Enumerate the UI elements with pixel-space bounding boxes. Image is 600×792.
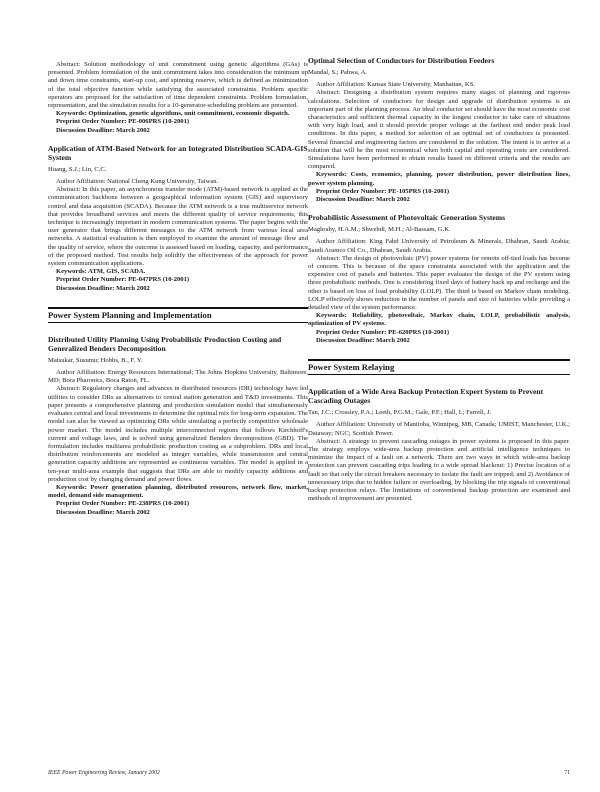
article-authors: Mandal, S.; Pahwa, A. — [308, 69, 368, 76]
author-affiliation: Author Affiliation: National Cheng Kung University, Taiwan. — [56, 178, 219, 186]
abstract-distributed-utility: Abstract: Regulatory changes and advances in distributed resources (DR) technology have led utilities to consider DRs as alternatives to central station generation and T&D investments. This paper presents a comprehensive planning and production simulation model that simultaneously evaluates central and local investments to determine the optimal mix for long-term expansion. The model can also be viewed as optimizing DRs while simulating a perfectly competitive wholesale power market. The model includes multiple interconnected regions that follows Kirchhoff's current and voltage laws, and is solved using generalized Benders decomposition (GBD). The formulation includes multiarea probabilistic production costing as a subproblem. DRs and local distribution reinforcements are modeled as integer variables, while transmission and central generation capacity additions are represented as continuous variables. The model is applied in a ten-year multi-area example that suggests that DRs are able to modify capacity additions and production cost by changing demand and power flows. — [48, 385, 308, 483]
discussion-deadline: Discussion Deadline: March 2002 — [316, 336, 410, 344]
left-column — [48, 0, 308, 517]
discussion-deadline: Discussion Deadline: March 2002 — [56, 508, 150, 516]
preprint-order-number: Preprint Order Number: PE-006PRS (10-2001) — [56, 118, 190, 126]
abstract-conductor-selection: Abstract: Designing a distribution system requires many stages of planning and rigorous calculations. Selection of conductors for design and upgrade of distribution systems is an important part of the planning process. An ideal conductor set should have the most economic cost characteristics and sufficient thermal capacity in the longest conductor to take care of situations with very high load, and it should provide proper voltage at the farthest end under peak load conditions. In this paper, a method for selection of an optimal set of conductors is presented. Several financial and engineering factors are considered in the solution. The intent is to arrive at a solution that will be the most economical when both capital and operating costs are considered. Simulations have been performed to obtain results based on different criteria and the results are compared. — [308, 89, 570, 171]
preprint-order-number: Preprint Order Number: PE-105PRS (10-2001) — [316, 187, 450, 195]
preprint-order-number: Preprint Order Number: PE-238PRS (10-2001) — [56, 500, 190, 508]
article-title-atm-scada-gis: Application of ATM-Based Network for an Integrated Distribution SCADA-GIS System — [48, 143, 308, 162]
keywords: Keywords: ATM, GIS, SCADA. — [56, 268, 146, 276]
abstract-wide-area-backup: Abstract: A strategy to prevent cascading outages in power systems is proposed in this paper. The strategy employs wide-area backup protection and artificial intelligence techniques to minimize the impact of a fault on a network. There are two ways in which wide-area backup protection can prevent cascading trips leading to a wide spread blackout: 1) Precise location of a fault so that only the circuit breakers necessary to isolate the fault are tripped; and 2) Avoidance of unnecessary trips due to hidden failure or overloading, by blocking the trip signals of conventional backup protection relays. The limitations of conventional backup protection are examined and methods of improvement are presented. — [308, 437, 570, 503]
keywords: Keywords: Power generation planning, distributed resources, network flow, market, model, demand side management. — [48, 483, 308, 500]
right-column — [308, 0, 570, 503]
article-title-wide-area-backup: Application of a Wide Area Backup Protection Expert System to Prevent Cascading Outages — [308, 387, 544, 406]
article-title-photovoltaic: Probabilistic Assessment of Photovoltaic Generation Systems — [308, 213, 506, 223]
section-heading-planning: Power System Planning and Implementation — [48, 307, 308, 323]
author-affiliation: Author Affiliation: Kansas State University, Manhattan, KS. — [316, 81, 475, 89]
keywords: Keywords: Costs, economics, planning, power distribution, power distribution lines, power system planning. — [308, 171, 570, 187]
author-affiliation: Author Affiliation: University of Manitoba, Winnipeg, MB, Canada; UMIST, Manchester, U.K.; Dataway; NGC; Scottish Power. — [308, 421, 570, 437]
page-footer — [48, 770, 570, 776]
article-authors: Huang, S.J.; Lin, C.C. — [48, 165, 107, 173]
abstract-photovoltaic: Abstract: The design of photovoltaic (PV) power systems for remote off-tied loads has become of concern. This is because of the space constraints associated with the application and the expensive cost of panels and batteries. This paper evaluates the design of the PV system using three probabilistic methods. One is considering fixed days of battery back up and recharge and the other is based on loss of load probability (LOLP). The third is based on Markov chain modeling. LOLP effectively shows reduction in the number of panels and size of batteries while providing a detailed view of the system performance. — [308, 254, 570, 312]
article-title-distributed-utility-planning: Distributed Utility Planning Using Probabilistic Production Costing and Generalized Benders Decomposition — [48, 334, 282, 353]
preprint-order-number: Preprint Order Number: PE-047PRS (10-2001) — [56, 276, 190, 284]
preprint-order-number: Preprint Order Number: PE-620PRS (10-2001) — [316, 328, 450, 336]
abstract-ga-unit-commitment: Abstract: Solution methodology of unit commitment using genetic algorithms (GAs) is presented. Problem formulation of the unit commitment takes into consideration the minimum up and down time constraints, start-up cost, and spinning reserve, which is defined as minimization of the total objective function while satisfying the associated constraints. Problem specific operators are proposed for the satisfaction of time dependent constraints. Problem formulation, representation, and the simulation results for a 10-generator-scheduling problem are presented. — [48, 61, 308, 110]
article-authors: Tan, J.C.; Crossley, P.A.; Leeth, P.G.M.; Gale, P.F.; Hall, I.; Farrell, J. — [308, 409, 492, 417]
keywords: Keywords: Optimization, genetic algorithms, unit commitment, economic dispatch. — [56, 110, 290, 118]
article-title-conductor-selection: Optimal Selection of Conductors for Distribution Feeders — [308, 56, 495, 65]
author-affiliation: Author Affiliation: Energy Resources International; The Johns Hopkins University, Baltimore, MD; Bora Pharonics, Boca Raton, FL. — [48, 369, 308, 385]
page-number: 71 — [564, 770, 570, 776]
discussion-deadline: Discussion Deadline: March 2002 — [316, 196, 410, 204]
journal-citation: IEEE Power Engineering Review, January 2002 — [48, 770, 160, 776]
keywords: Keywords: Reliability, photovoltaic, Markov chain, LOLP, probabilistic analysis, optimization of PV systems. — [308, 312, 570, 328]
discussion-deadline: Discussion Deadline: March 2002 — [56, 126, 150, 134]
section-heading-relaying: Power System Relaying — [308, 359, 570, 375]
article-authors: Maghraby, H.A.M.; Shwehdi, M.H.; Al-Bassam, G.K. — [308, 226, 451, 234]
abstract-atm-network: Abstract: In this paper, an asynchronous transfer mode (ATM)-based network is applied as the communication backbone between a geographical information system (GIS) and supervisory control and data acquisition (SCADA). Because the ATM network is a true multiservice network that provides broadband services and meets the different quality of service requirements, this technique is increasingly important in modern communication systems. The paper begins with the user generator that brings different messages to the ATM network from various local area networks. A statistical evaluation is then employed to examine the amount of message flow and the quality of service, where the outcome is assessed based on loading, capacity, and performance of the proposed method. Test results help solidify the effectiveness of the approach for power system communication applications. — [48, 186, 308, 268]
author-affiliation: Author Affiliation: King Fahd University of Petroleum & Minerals, Dhahran, Saudi Arabia; Saudi Aramco Oil Co., Dhahran, Saudi Arabia. — [308, 238, 570, 254]
discussion-deadline: Discussion Deadline: March 2002 — [56, 284, 150, 292]
article-authors: Matsukar, Susumu; Hobbs, B., F. Y. — [48, 356, 143, 364]
